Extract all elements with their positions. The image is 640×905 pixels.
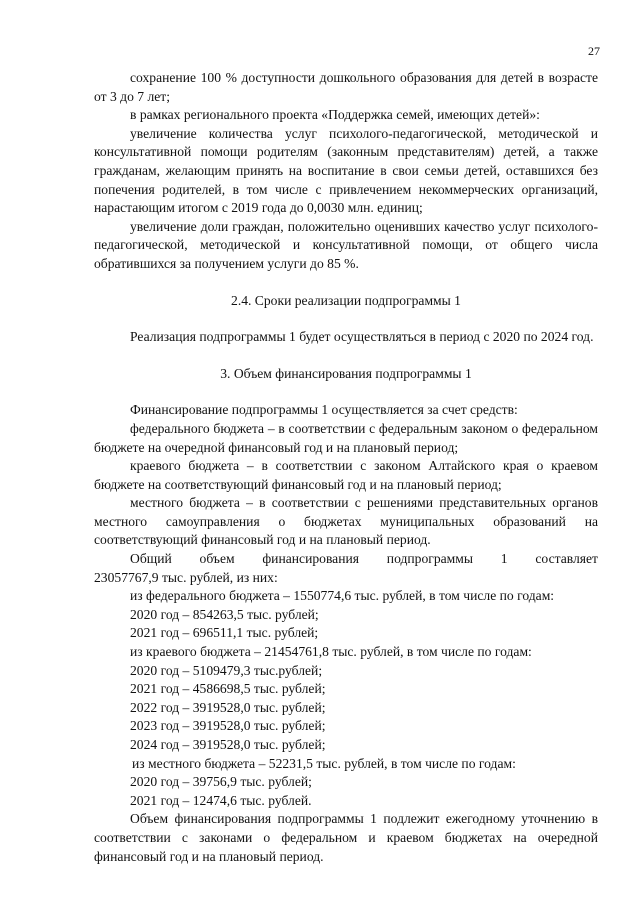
- paragraph-services-increase: увеличение количества услуг психолого-педагогической, методической и консультативной помощи родителям (законным представителям) детей, а также гражданам, желающим принять на воспитание в свои семьи детей, оставшихся без попечения родителей, в том числе с привлечением некоммерческих организаций, нарастающим итогом с 2019 года до 0,0030 млн. единиц;: [94, 125, 598, 216]
- regional-2020: 2020 год – 5109479,3 тыс.рублей;: [130, 662, 323, 678]
- local-2021: 2021 год – 12474,6 тыс. рублей.: [130, 792, 312, 808]
- local-2020: 2020 год – 39756,9 тыс. рублей;: [130, 774, 312, 790]
- paragraph-total-volume: Общий объем финансирования подпрограммы 1 составляет: [130, 551, 598, 567]
- paragraph-regional-project: в рамках регионального проекта «Поддержка семей, имеющих детей»:: [130, 107, 540, 123]
- regional-2022: 2022 год – 3919528,0 тыс. рублей;: [130, 699, 326, 715]
- local-budget-total: из местного бюджета – 52231,5 тыс. рублей, в том числе по годам:: [132, 755, 516, 771]
- paragraph-preschool: сохранение 100 % доступности дошкольного образования для детей в возрасте от 3 до 7 лет;: [94, 70, 598, 104]
- regional-2023: 2023 год – 3919528,0 тыс. рублей;: [130, 718, 326, 734]
- heading-implementation-period: 2.4. Сроки реализации подпрограммы 1: [231, 292, 461, 308]
- paragraph-annual-adjustment: Объем финансирования подпрограммы 1 подлежит ежегодному уточнению в соответствии с законами о федеральном и краевом бюджетах на очередной финансовый год и на плановый период.: [94, 811, 598, 864]
- federal-2020: 2020 год – 854263,5 тыс. рублей;: [130, 606, 319, 622]
- paragraph-federal-budget: федерального бюджета – в соответствии с федеральным законом о федеральном бюджете на очередной финансовый год и на плановый период;: [94, 420, 598, 455]
- paragraph-financing-sources: Финансирование подпрограммы 1 осуществляется за счет средств:: [130, 402, 518, 418]
- paragraph-implementation-period: Реализация подпрограммы 1 будет осуществляться в период с 2020 по 2024 год.: [130, 329, 594, 345]
- federal-2021: 2021 год – 696511,1 тыс. рублей;: [130, 625, 319, 641]
- paragraph-citizens-share: увеличение доли граждан, положительно оценивших качество услуг психолого-педагогической, методической и консультативной помощи, от общего числа обратившихся за получением услуги до 85 %.: [94, 218, 598, 271]
- page-content: [94, 69, 598, 866]
- regional-2021: 2021 год – 4586698,5 тыс. рублей;: [130, 681, 326, 697]
- paragraph-local-budget: местного бюджета – в соответствии с решениями представительных органов местного самоуправления о бюджетах муниципальных образований на соответствующий финансовый год и на плановый период.: [94, 495, 598, 548]
- regional-2024: 2024 год – 3919528,0 тыс. рублей;: [130, 737, 326, 752]
- page-number: 27: [588, 44, 600, 58]
- regional-budget-total: из краевого бюджета – 21454761,8 тыс. рублей, в том числе по годам:: [130, 644, 532, 660]
- federal-budget-total: из федерального бюджета – 1550774,6 тыс. рублей, в том числе по годам:: [130, 588, 555, 604]
- total-volume-amount: 23057767,9 тыс. рублей, из них:: [94, 569, 278, 585]
- paragraph-regional-budget: краевого бюджета – в соответствии с законом Алтайского края о краевом бюджете на соответствующий финансовый год и на плановый период;: [94, 458, 598, 492]
- heading-financing-volume: 3. Объем финансирования подпрограммы 1: [220, 365, 472, 381]
